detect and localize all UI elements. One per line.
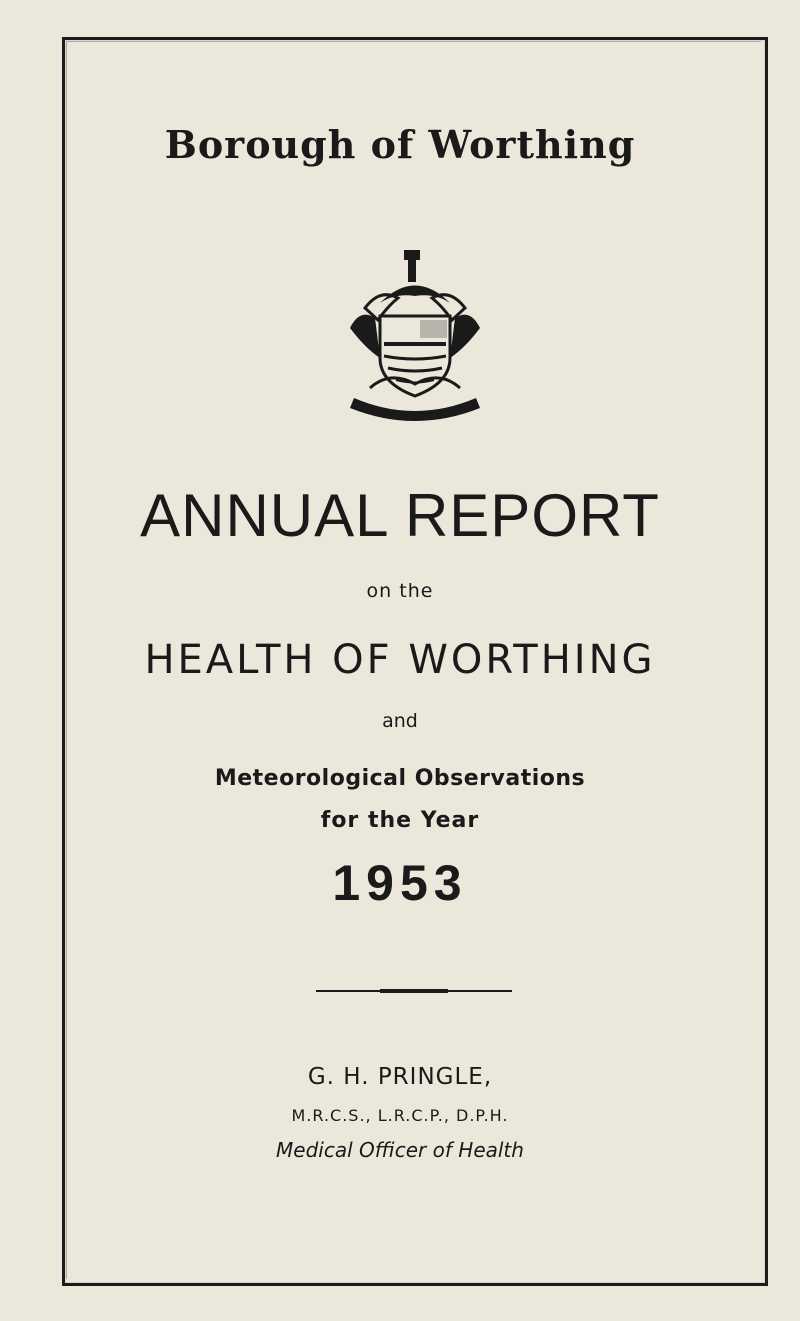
meteorological-heading: Meteorological Observations (214, 766, 586, 791)
report-subject: HEALTH OF WORTHING (144, 637, 656, 683)
borough-heading: Borough of Worthing (164, 122, 636, 167)
author-name: G. H. PRINGLE, (307, 1064, 493, 1090)
divider-rule-center (380, 989, 448, 993)
report-title: ANNUAL REPORT (140, 482, 660, 549)
and-text: and (382, 710, 418, 732)
author-role: Medical Officer of Health (276, 1138, 524, 1162)
for-the-year-text: for the Year (320, 808, 480, 833)
report-year: 1953 (332, 855, 468, 911)
on-the-text: on the (366, 580, 434, 602)
author-qualifications: M.R.C.S., L.R.C.P., D.P.H. (291, 1106, 509, 1125)
borough-crest-icon (340, 248, 490, 428)
